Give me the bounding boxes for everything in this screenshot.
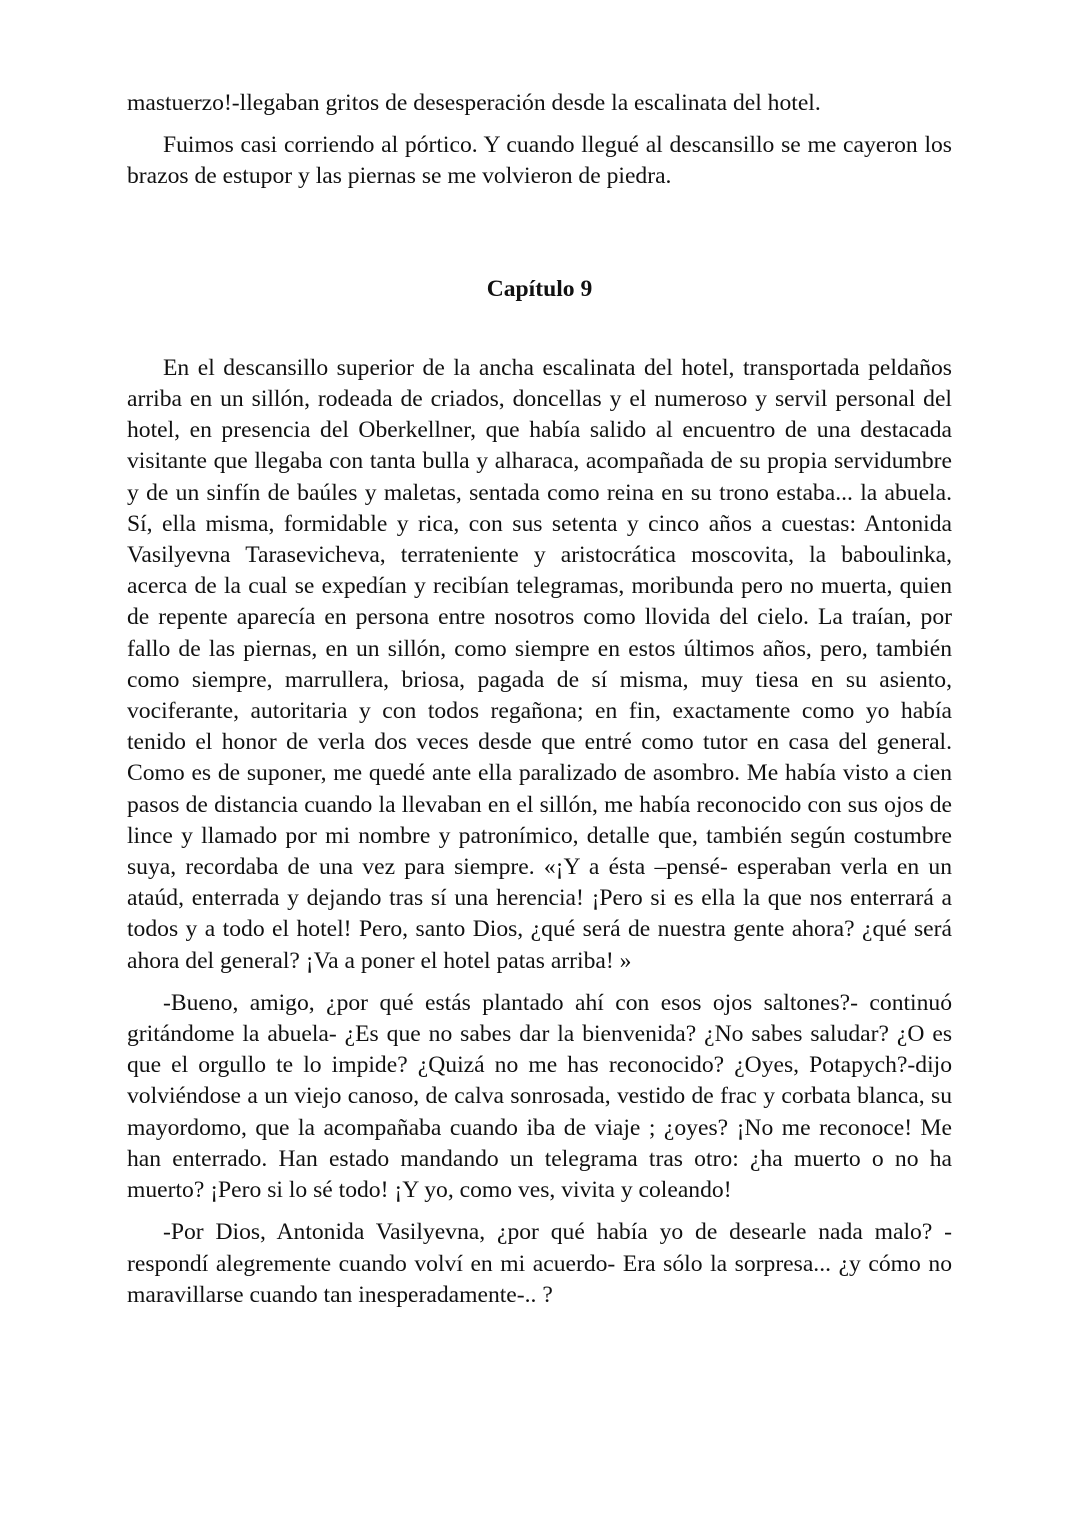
continuation-paragraph: mastuerzo!-llegaban gritos de desesperación desde la escalinata del hotel. bbox=[127, 90, 821, 116]
spacer bbox=[127, 305, 952, 353]
book-page bbox=[127, 88, 952, 1311]
paragraph: En el descansillo superior de la ancha escalinata del hotel, transportada peldaños arriba en un sillón, rodeada de criados, doncellas y el numeroso y servil personal del hotel, en presencia del Oberkellner, que había salido al encuentro de una destacada visitante que llegaba con tanta bulla y alharaca, acompañada de su propia servidumbre y de un sinfín de baúles y maletas, sentada como reina en su trono estaba... la abuela. Sí, ella misma, formidable y rica, con sus setenta y cinco años a cuestas: Antonida Vasilyevna Tarasevicheva, terrateniente y aristocrática moscovita, la baboulinka, acerca de la cual se expedían y recibían telegramas, moribunda pero no muerta, quien de repente aparecía en persona entre nosotros como llovida del cielo. La traían, por fallo de las piernas, en un sillón, como siempre en estos últimos años, pero, también como siempre, marrullera, briosa, pagada de sí misma, muy tiesa en su asiento, vociferante, autoritaria y con todos regañona; en fin, exactamente como yo había tenido el honor de verla dos veces desde que entré como tutor en casa del general. Como es de suponer, me quedé ante ella paralizado de asombro. Me había visto a cien pasos de distancia cuando la llevaban en el sillón, me había reconocido con sus ojos de lince y llamado por mi nombre y patronímico, detalle que, también según costumbre suya, recordaba de una vez para siempre. «¡Y a ésta –pensé- esperaban verla en un ataúd, enterrada y dejando tras sí una herencia! ¡Pero si es ella la que nos enterrará a todos y a todo el hotel! Pero, santo Dios, ¿qué será de nuestra gente ahora? ¿qué será ahora del general? ¡Va a poner el hotel patas arriba! » bbox=[127, 354, 952, 974]
chapter-title: Capítulo 9 bbox=[486, 275, 593, 302]
spacer bbox=[127, 193, 952, 274]
paragraph: -Bueno, amigo, ¿por qué estás plantado ahí con esos ojos saltones?- continuó gritándome la abuela- ¿Es que no sabes dar la bienvenida? ¿No sabes saludar? ¿O es que el orgullo te lo impide? ¿Quizá no me has reconocido? ¿Oyes, Potapych?-dijo volviéndose a un viejo canoso, de calva sonrosada, vestido de frac y corbata blanca, su mayordomo, que la acompañaba cuando iba de viaje ; ¿oyes? ¡No me reconoce! Me han enterrado. Han estado mandando un telegrama tras otro: ¿ha muerto o no ha muerto? ¡Pero si lo sé todo! ¡Y yo, como ves, vivita y coleando! bbox=[127, 989, 952, 1204]
paragraph: Fuimos casi corriendo al pórtico. Y cuando llegué al descansillo se me cayeron los brazos de estupor y las piernas se me volvieron de piedra. bbox=[127, 132, 952, 190]
paragraph: -Por Dios, Antonida Vasilyevna, ¿por qué había yo de desearle nada malo? -respondí alegremente cuando volví en mi acuerdo- Era sólo la sorpresa... ¿y cómo no maravillarse cuando tan inesperadamente-.. ? bbox=[127, 1219, 952, 1308]
